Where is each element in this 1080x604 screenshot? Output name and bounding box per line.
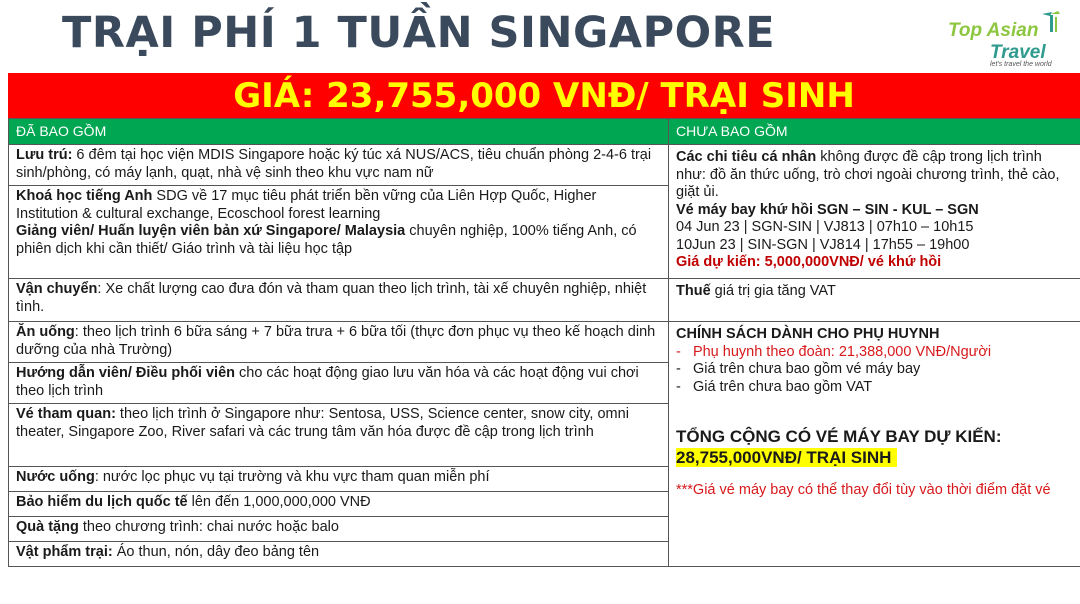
personal-label: Các chi tiêu cá nhân (676, 149, 817, 165)
price-note: ***Giá vé máy bay có thể thay đổi tùy vào thời điểm đặt vé (676, 482, 1051, 498)
item-label: Vận chuyển (16, 281, 98, 297)
included-header: ĐÃ BAO GỒM (9, 119, 669, 145)
price-banner (8, 73, 1080, 118)
item-label: Vé tham quan: (16, 406, 116, 422)
policy-item: - Giá trên chưa bao gồm vé máy bay (676, 361, 921, 377)
included-item-course (9, 186, 669, 279)
policy-item: - Giá trên chưa bao gồm VAT (676, 378, 873, 395)
palm-tree-icon (1038, 8, 1064, 34)
item-text: cho các hoạt động giao lưu văn hóa và các hoạt động vui chơi theo lịch trình (16, 365, 639, 399)
policy-title: CHÍNH SÁCH DÀNH CHO PHỤ HUYNH (676, 326, 940, 342)
flight-price: Giá dự kiến: 5,000,000VNĐ/ vé khứ hồi (676, 254, 942, 270)
item-label: Bảo hiểm du lịch quốc tế (16, 494, 188, 510)
page-title: TRẠI PHÍ 1 TUẦN SINGAPORE (62, 8, 776, 58)
included-item-meals (9, 322, 669, 363)
vat-label: Thuế (676, 283, 711, 299)
personal-text: không được đề cập trong lịch trình như: đồ ăn thức uống, trò chơi ngoài chương trình, thẻ cào, giặt ủi. (676, 149, 1060, 200)
item-label-2: Giảng viên/ Huấn luyện viên bản xứ Singapore/ Malaysia (16, 223, 406, 239)
flight-label: Vé máy bay khứ hồi SGN – SIN - KUL – SGN (676, 201, 979, 218)
item-text: Áo thun, nón, dây đeo bảng tên (112, 544, 320, 560)
item-label: Ăn uống (16, 324, 75, 340)
included-item-accommodation (9, 145, 669, 186)
item-label: Khoá học tiếng Anh (16, 188, 153, 204)
flight-outbound: 04 Jun 23 | SGN-SIN | VJ813 | 07h10 – 10h15 (676, 219, 974, 235)
excluded-parent-policy (669, 322, 1080, 567)
item-text-2: chuyên nghiệp, 100% tiếng Anh, có phiên dịch khi cần thiết/ Giáo trình và tài liệu học tập (16, 223, 637, 257)
total-block (676, 426, 1073, 468)
included-item-camp-supplies (9, 542, 669, 567)
item-label: Vật phẩm trại: (16, 544, 113, 560)
policy-item: - Phụ huynh theo đoàn: 21,388,000 VNĐ/Người (676, 343, 992, 360)
total-label: TỔNG CỘNG CÓ VÉ MÁY BAY DỰ KIẾN: (676, 427, 1002, 446)
total-value: 28,755,000VNĐ/ TRẠI SINH (676, 448, 897, 467)
item-text: theo lịch trình ở Singapore như: Sentosa, USS, Science center, snow city, omni theater, Singapore Zoo, River safari và các trung tâm văn hóa được đề cập trong lịch trình (16, 406, 629, 440)
item-label: Nước uống (16, 469, 95, 485)
item-text: lên đến 1,000,000,000 VNĐ (187, 494, 371, 510)
included-item-insurance (9, 492, 669, 517)
included-item-tickets (9, 404, 669, 467)
excluded-personal-flight (669, 145, 1080, 279)
flight-return: 10Jun 23 | SIN-SGN | VJ814 | 17h55 – 19h00 (676, 236, 970, 253)
excluded-vat (669, 279, 1080, 322)
policy-list (676, 344, 1073, 397)
item-label: Quà tặng (16, 519, 79, 535)
price-text: GIÁ: 23,755,000 VNĐ/ TRẠI SINH (233, 75, 855, 116)
logo-text-top: Top Asian (948, 20, 1039, 41)
item-text: 6 đêm tại học viện MDIS Singapore hoặc ký túc xá NUS/ACS, tiêu chuẩn phòng 2-4-6 trại sinh/phòng, có máy lạnh, quạt, nhà vệ sinh theo khu vực nam nữ (16, 147, 652, 181)
included-item-guide (9, 363, 669, 404)
excluded-header: CHƯA BAO GỒM (669, 119, 1080, 145)
included-item-transport (9, 279, 669, 322)
item-text: theo chương trình: chai nước hoặc balo (78, 519, 339, 535)
vat-text: giá trị gia tăng VAT (710, 283, 836, 299)
logo-tagline: let's travel the world (990, 61, 1052, 68)
item-label: Lưu trú: (16, 147, 73, 163)
included-item-water (9, 467, 669, 492)
item-label: Hướng dẫn viên/ Điều phối viên (16, 365, 235, 381)
pricing-table (8, 118, 1080, 567)
item-text: : nước lọc phục vụ tại trường và khu vực tham quan miễn phí (94, 469, 490, 485)
brand-logo (946, 8, 1074, 72)
logo-text-bottom: Travel (990, 42, 1046, 63)
item-text: SDG về 17 mục tiêu phát triển bền vững của Liên Hợp Quốc, Higher Institution & cultural exchange, Ecoschool forest learning (16, 188, 597, 222)
included-item-gift (9, 517, 669, 542)
item-text: : Xe chất lượng cao đưa đón và tham quan theo lịch trình, tài xế chuyên nghiệp, nhiệt tình. (16, 281, 647, 315)
item-text: : theo lịch trình 6 bữa sáng + 7 bữa trưa + 6 bữa tối (thực đơn phục vụ theo kế hoạch dinh dưỡng của nhà Trường) (16, 324, 656, 358)
